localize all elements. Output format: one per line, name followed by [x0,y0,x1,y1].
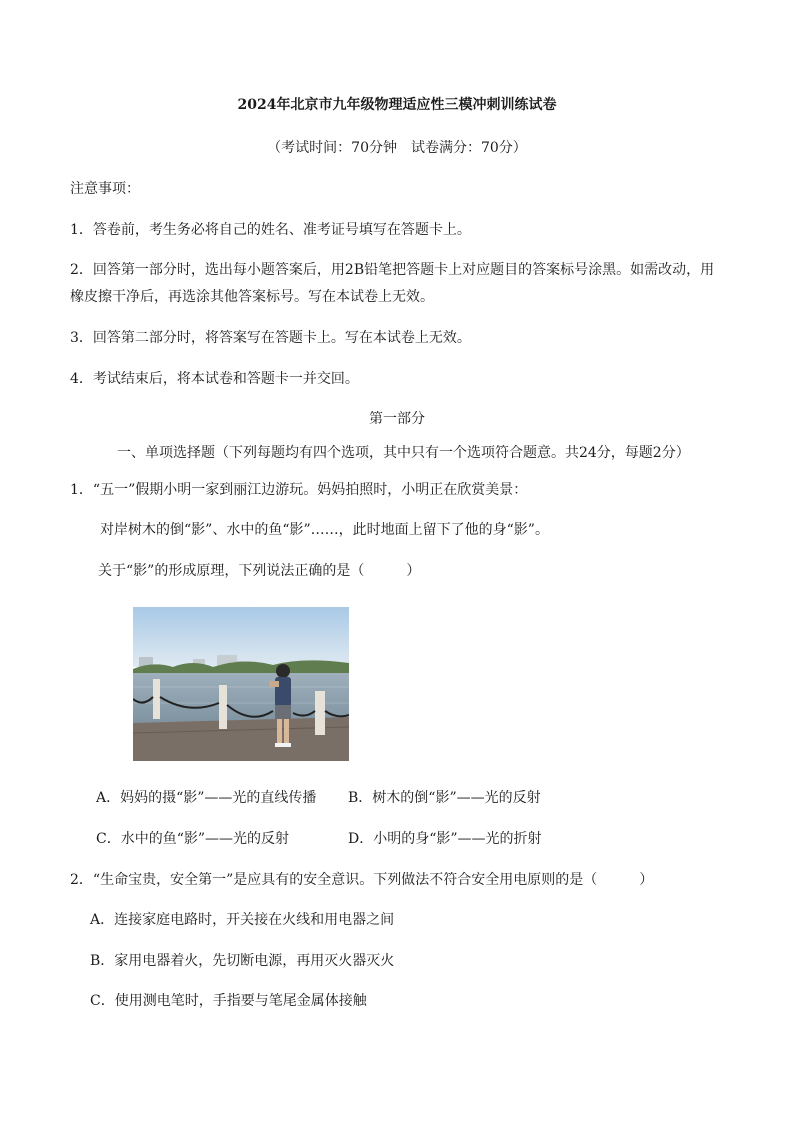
q2-stem: 2．“生命宝贵，安全第一”是应具有的安全意识。下列做法不符合安全用电原则的是（ ） [70,872,654,888]
q2-option-a: A．连接家庭电路时，开关接在火线和用电器之间 [90,912,395,928]
q1-stem: 1．“五一”假期小明一家到丽江边游玩。妈妈拍照时，小明正在欣赏美景： [70,482,528,498]
note-item-1: 1．答卷前，考生务必将自己的姓名、准考证号填写在答题卡上。 [70,222,471,238]
note-item-2: 2．回答第一部分时，选出每小题答案后，用2B铅笔把答题卡上对应题目的答案标号涂黑。如需改动，用 [70,262,715,278]
note-item-4: 4．考试结束后，将本试卷和答题卡一并交回。 [70,371,359,387]
exam-title: 2024年北京市九年级物理适应性三模冲刺训练试卷 [237,97,557,113]
section-heading: 一、单项选择题（下列每题均有四个选项，其中只有一个选项符合题意。共24分，每题2分） [117,445,690,461]
q1-photo [133,607,349,761]
note-item-2-cont: 橡皮擦干净后，再选涂其他答案标号。写在本试卷上无效。 [70,289,434,305]
note-item-3: 3．回答第二部分时，将答案写在答题卡上。写在本试卷上无效。 [70,330,471,346]
part1-heading: 第一部分 [369,411,425,427]
notes-heading: 注意事项： [70,181,140,197]
exam-subtitle: （考试时间：70分钟 试卷满分：70分） [267,140,527,156]
q1-option-b: B．树木的倒“影”——光的反射 [348,790,541,806]
q1-option-d: D．小明的身“影”——光的折射 [348,831,542,847]
q1-option-c: C．水中的鱼“影”——光的反射 [96,831,290,847]
q1-line2: 对岸树木的倒“影”、水中的鱼“影”……，此时地面上留下了他的身“影”。 [100,522,549,538]
q2-option-b: B．家用电器着火，先切断电源，再用灭火器灭火 [90,953,395,969]
q2-option-c: C．使用测电笔时，手指要与笔尾金属体接触 [90,993,367,1009]
q1-line3: 关于“影”的形成原理，下列说法正确的是（ ） [98,563,421,579]
q1-option-a: A．妈妈的摄“影”——光的直线传播 [96,790,317,806]
